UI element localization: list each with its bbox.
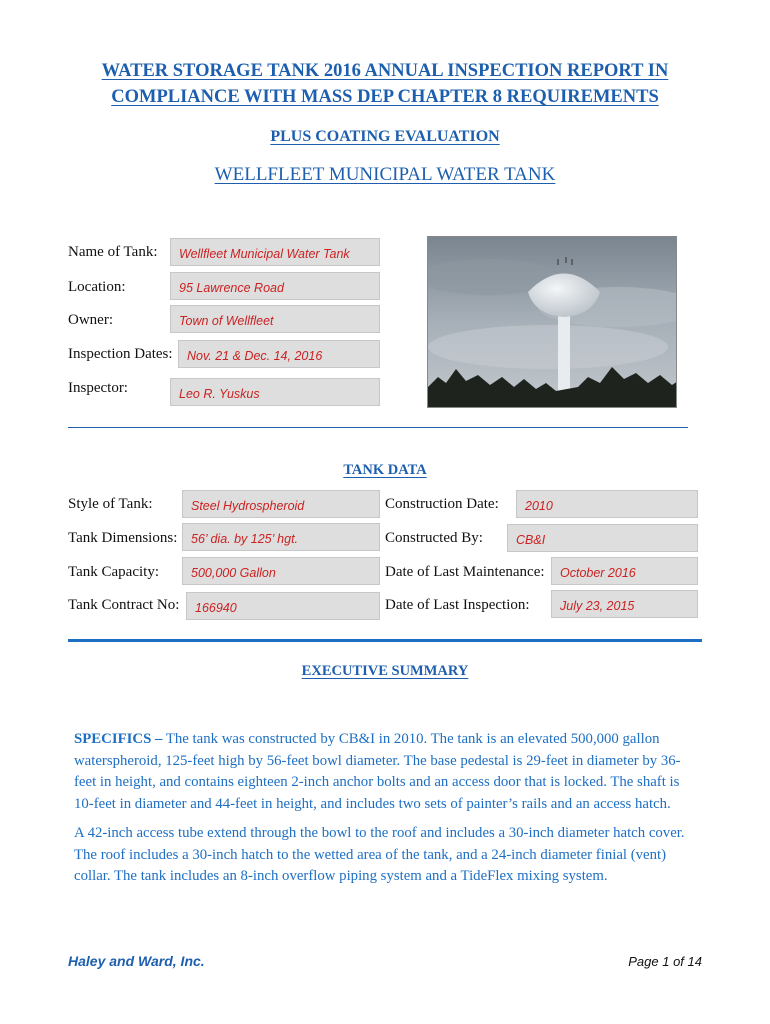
report-title [40,58,730,110]
company-name: Haley and Ward, Inc. [68,953,205,969]
tank-dimensions-field[interactable]: 56’ dia. by 125’ hgt. [182,523,380,551]
executive-summary-heading: EXECUTIVE SUMMARY [301,663,469,679]
constructed-by-field[interactable]: CB&I [507,524,698,552]
construction-date-label: Construction Date: [385,496,499,512]
last-inspection-field[interactable]: July 23, 2015 [551,590,698,618]
inspector-label: Inspector: [68,380,128,396]
owner-field[interactable]: Town of Wellfleet [170,305,380,333]
report-title-line2: COMPLIANCE WITH MASS DEP CHAPTER 8 REQUIREMENTS [111,87,659,107]
access-line1: A 42-inch access tube extend through the bowl to the roof and includes a 30-inch diameter hatch cover. [74,825,685,841]
access-line3: collar. The tank includes an 8-inch overflow piping system and a TideFlex mixing system. [74,868,608,884]
report-title-line1: WATER STORAGE TANK 2016 ANNUAL INSPECTION REPORT IN [101,61,669,81]
page-number: Page 1 of 14 [628,954,702,969]
tank-data-heading: TANK DATA [343,462,427,478]
name-of-tank-label: Name of Tank: [68,244,158,260]
inspection-dates-field[interactable]: Nov. 21 & Dec. 14, 2016 [178,340,380,368]
inspection-dates-label: Inspection Dates: [68,346,173,362]
style-of-tank-field[interactable]: Steel Hydrospheroid [182,490,380,518]
tank-dimensions-label: Tank Dimensions: [68,530,178,546]
name-of-tank-field[interactable]: Wellfleet Municipal Water Tank [170,238,380,266]
last-maintenance-label: Date of Last Maintenance: [385,564,545,580]
inspector-field[interactable]: Leo R. Yuskus [170,378,380,406]
tank-contract-label: Tank Contract No: [68,597,180,613]
last-maintenance-field[interactable]: October 2016 [551,557,698,585]
specifics-paragraph [74,729,710,815]
owner-label: Owner: [68,312,113,328]
specifics-line1-text: The tank was constructed by CB&I in 2010. The tank is an elevated 500,000 gallon [165,731,660,747]
water-tank-photo [427,236,677,408]
last-inspection-label: Date of Last Inspection: [385,597,530,613]
location-field[interactable]: 95 Lawrence Road [170,272,380,300]
specifics-line2: waterspheroid, 125-feet high by 56-feet bowl diameter. The base pedestal is 29-feet in diameter by 36- [74,752,681,769]
access-paragraph [74,823,710,888]
tank-capacity-label: Tank Capacity: [68,564,160,580]
summary-divider [68,639,702,642]
location-label: Location: [68,279,126,295]
tank-name-heading: WELLFLEET MUNICIPAL WATER TANK [214,164,556,185]
specifics-line1 [74,729,710,751]
specifics-line3: feet in height, and contains eighteen 2-inch anchor bolts and an access door that is locked. The shaft is [74,774,680,790]
constructed-by-label: Constructed By: [385,530,483,546]
specifics-line4: 10-feet in diameter and 44-feet in height, and includes two sets of painter’s rails and an access hatch. [74,795,671,812]
access-line2: The roof includes a 30-inch hatch to the wetted area of the tank, and a 24-inch diameter finial (vent) [74,846,667,863]
style-of-tank-label: Style of Tank: [68,496,153,512]
section-divider [68,427,688,428]
tank-capacity-field[interactable]: 500,000 Gallon [182,557,380,585]
construction-date-field[interactable]: 2010 [516,490,698,518]
report-subtitle: PLUS COATING EVALUATION [270,128,500,145]
specifics-label: SPECIFICS – [74,731,163,747]
tank-contract-field[interactable]: 166940 [186,592,380,620]
